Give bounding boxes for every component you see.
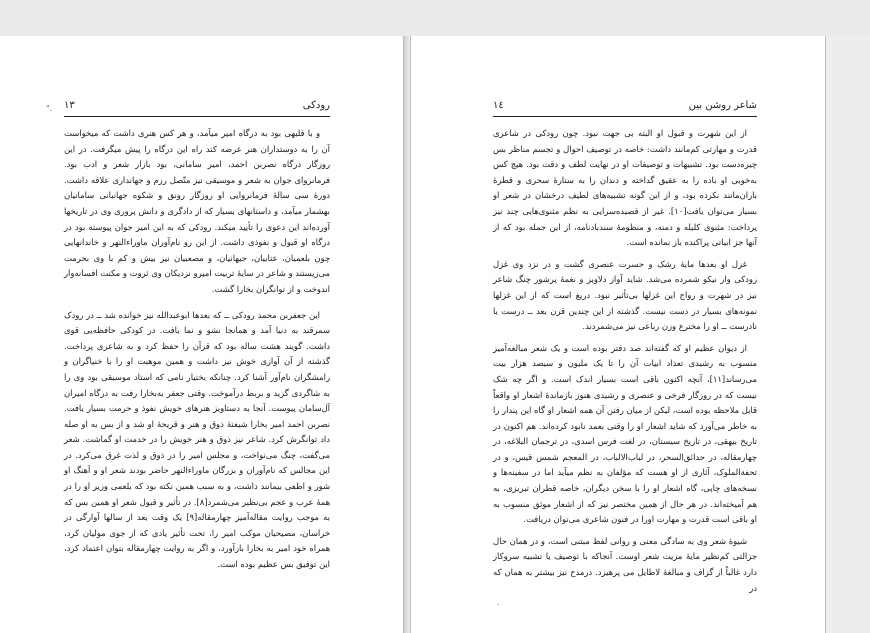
right-body-text bbox=[493, 126, 757, 602]
right-header-rule bbox=[493, 116, 757, 117]
right-paragraph-4: شیوهٔ شعر وی به سادگی معنی و روانی لفظ مبتنی است، و در همان حال جزالتی کم‌نظیر مایهٔ مزیت شعر اوست. آنجاکه با توصیف یا تشبیه سروکار دارد غالباً از گزاف و مبالغهٔ لاطایل می پرهیزد. درمدح نیز بیشتر به همان که در bbox=[493, 535, 757, 593]
left-running-title: رودکی bbox=[302, 100, 330, 111]
left-page bbox=[0, 36, 404, 633]
left-page-number: ۱۳ bbox=[64, 100, 75, 111]
left-margin-mark: ". bbox=[46, 104, 53, 113]
right-paragraph-2: غزل او بعدها مایهٔ رشک و حسرت عنصری گشت و در نزد وی غزل رودکی وار نیکو شمرده می‌شد. شاید آواز دلاویز و نغمهٔ پرشور چنگ شاعر نیز در شهرت و رواج این غزلها بی‌تأثیر نبود. دریغ است که از این غزلها نمونه‌های بسیار در دست نیست. گذشته از این چندین قرن بعد ــ درست یا نادرست ــ او را مخترع وزن رباعی نیز می‌شمردند. bbox=[493, 258, 757, 332]
right-running-title: شاعر روشن بین bbox=[688, 100, 757, 111]
left-header-rule bbox=[64, 116, 330, 117]
right-running-head bbox=[493, 100, 757, 114]
right-paragraph-3: از دیوان عظیم او که گفته‌اند صد دفتر بوده است و یک شعر مبالغه‌آمیز منسوب به رشیدی تعداد ابیات آن را تا یک ملیون و سیصد هزار بیت می‌رساند[۱۱]، آنچه اکنون باقی است بسیار اندک است. و اگر چه شک نیست که در روزگار فرخی و عنصری و رشیدی هنوز بازماندهٔ اشعار او واقعاً قابل ملاحظه بوده است، لیکن از میان رفتن آن همه اشعار او گاه این پندار را به خاطر می‌آورد که شاید اشعار او را وقتی بعمد نابود کرده‌اند. هم اکنون در تاریخ بیهقی، در تاریخ سیستان، در لغت فرس اسدی، در ترجمان البلاغه، در چهارمقاله، در حدائق‌السحر، در لباب‌الالباب، در المعجم شمس قیس، و در تحفة‌الملوک، آثاری از او هست که مؤلفان به نظم میآید اما در سفینه‌ها و نسخه‌های چاپی، گاه اشعار او را با سخن دیگران، خاصه قطران تبریزی، به هم آمیخته‌اند. در هر حال از همین مختصر نیز که از اشعار موثق منسوب به او باقی است قدرت و مهارت اورا در فنون شاعری می‌توان دریافت. bbox=[493, 342, 757, 525]
right-margin-mark: . bbox=[497, 598, 500, 607]
left-paragraph-2: این جعفربن محمد رودکی ــ که بعدها ابوعبدالله نیز خوانده شد ــ در رودک سمرقند به دنیا آمد و همانجا نشو و نما یافت. در کودکی حافظه‌یی قوی داشت. گویند هشت ساله بود که قرآن را حفظ کرد و به شاعری پرداخت. گذشته از آن آوازی خوش نیز داشت و همین موهبت او را با خنیاگران و رامشگران نام‌آور آشنا کرد. چنانکه بختیار نامی که استاد موسیقی بود وی را به شاگردی گزید و بربط درآموخت. وقتی جعفر به‌بخارا رفت به درگاه امیران آل‌سامان پیوست. آنجا به دستاویز هنرهای خویش نفوذ و حرمت بسیار یافت. نصربن احمد امیر بخارا شیفتهٔ ذوق و هنر و قریحهٔ او شد و از بس به او صله داد توانگرش کرد. شاعر نیز ذوق و هنر خویش را در خدمت او گماشت. شعر می‌گفت، چنگ می‌نواخت، و مجلس امیر را در ذوق و لذت غرق می‌کرد. در این مجالس که نام‌آوران و بزرگان ماوراءالنهر حاضر بودند شعر او و آهنگ او شور و اطفی بیمانند داشت، و به سبب همین نکته بود که بلعمی وزیر او را در همهٔ عرب و عجم بی‌نظیر می‌شمرد[۸]. در تأثیر و قبول شعر او همین بس که به موجب روایت مقاله‌آمیز چهارمقاله[۹] یک وقت بعد از سالها آوارگی در خراسان، مصیحبان موکب امیر را، تحت تأثیر یادی که از جوی مولیان کرد، همراه خود امیر به بخارا بازآورد، و اگر به روایت چهارمقاله بتوان اعتماد کرد، این توفیق بس عظیم بوده است. bbox=[64, 309, 331, 570]
left-running-head bbox=[64, 100, 330, 114]
left-body-text bbox=[64, 126, 330, 579]
right-page-number: ۱٤ bbox=[493, 100, 504, 111]
viewer-top-area bbox=[0, 0, 870, 36]
left-paragraph-1: و با قلبهی بود به درگاه امیر میآمد، و هر کس هنری داشت که میخواست آن را به دوستداران هنر عرضه کند راه این درگاه را پیش میگرفت. در این روزگار درگاه نصربن احمد، امیر سامانی، بود بازار شعر و ادب بود. فرمانروای جوان به شعر و موسیقی نیز متّصل رزم و جهانداری علاقه داشت. دورهٔ سی سالهٔ فرمانروایی او روزگار رونق و شکوه جهانبانی سامانیان بهشمار میآمد، و داستانهای بسیار که از دادگری و دانش پروری وی در تاریخها آورده‌اند این دعوی را تأیید میکند. رودکی که به این امیر جوان پیوسته بود در درگاه او قبول و نفوذی داشت. از این رو نام‌آوران ماوراءالنهر و خاندانهایی چون بلعمیان، عتابیان، جیهانیان، و مصعبیان نیز بیش و کم با وی بحرمت می‌زیستند و شاعر در سایهٔ تربیت امیرو نزدیکان وی ثروت و مکنت افسانه‌وار اندوخت و از توانگران بخارا گشت. bbox=[64, 128, 330, 294]
viewer-right-margin bbox=[826, 36, 870, 633]
right-paragraph-1: از این شهرت و قبول او البته بی جهت نبود. چون رودکی در شاعری قدرت و مهارتی کم‌مانند داشت: خاصه در توصیف احوال و تجسم مناظر بس چیره‌دست بود. تشبیهات و توصیفات او در نهایت لطف و دقت بود. هیچ کس به‌خوبی او باده را به عقیق گداخته و دندان را به ستارهٔ سحری و قطرهٔ باران‌مانند نکرده بود، و از این گونه تشبیه‌های لطیف درخشان در شعر او بسیار می‌توان یافت[۱۰]. غیر از قصیده‌سرایی به نظم مثنوی‌هایی چند نیز پرداخت: مثنوی کلیله و دمنه، و منظومهٔ سندبادنامه، از این جمله بود که از آنها جز ابیاتی پراکنده باز نمانده است. bbox=[493, 128, 757, 248]
right-page bbox=[410, 36, 826, 633]
